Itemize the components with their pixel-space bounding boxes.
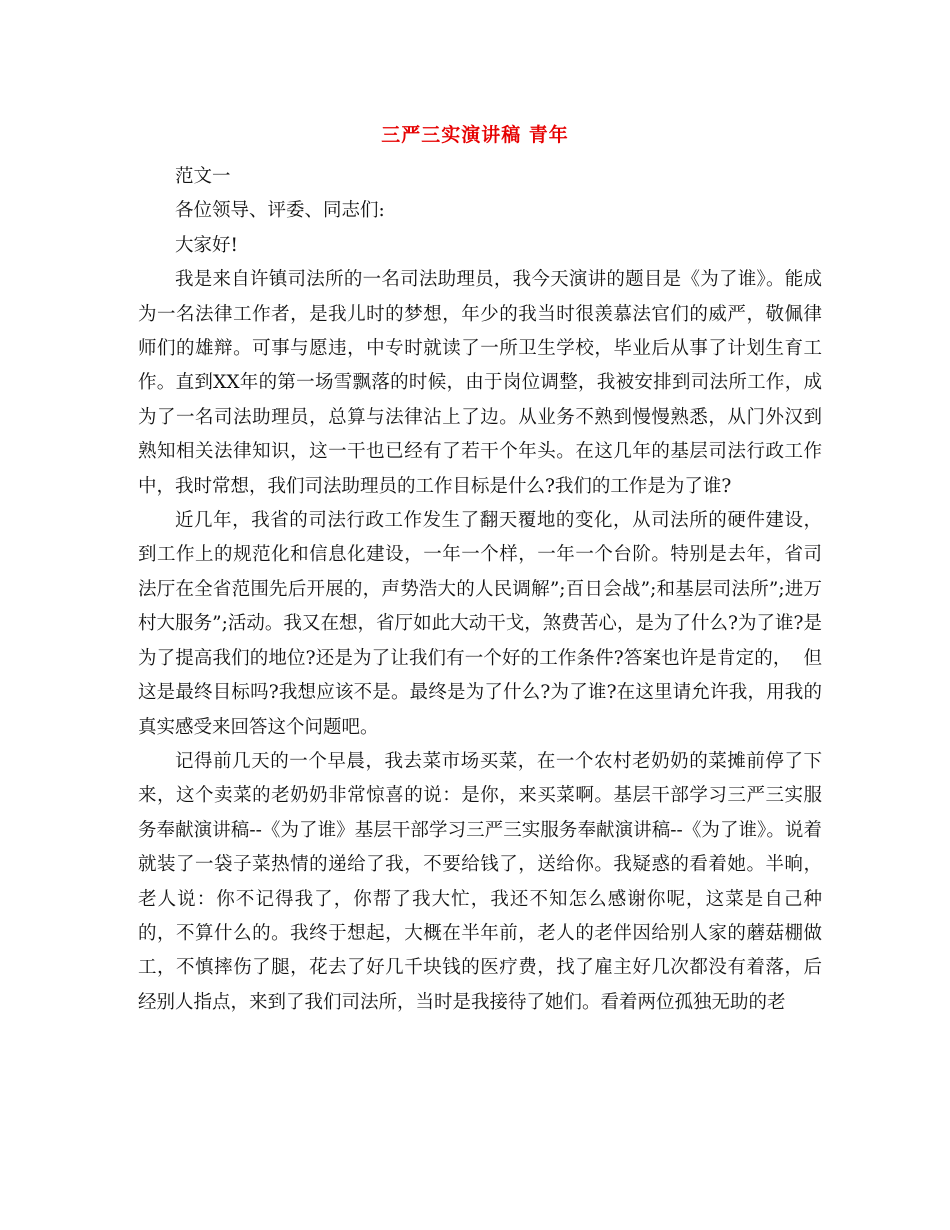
paragraph-recent-changes: 近几年，我省的司法行政工作发生了翻天覆地的变化，从司法所的硬件建设，到工作上的规范化和信息化建设，一年一个样，一年一个台阶。特别是去年，省司法厅在全省范围先后开展的，声势浩大的人民调解”;百日会战”;和基层司法所”;进万村大服务”;活动。我又在想，省厅如此大动干戈，煞费苦心，是为了什么?为了谁?是为了提高我们的地位?还是为了让我们有一个好的工作条件?答案也许是肯定的， 但这是最终目标吗?我想应该不是。最终是为了什么?为了谁?在这里请允许我，用我的真实感受来回答这个问题吧。 <box>138 510 822 738</box>
paragraph-heading-sample: 范文一 <box>175 166 231 187</box>
paragraph-greeting: 大家好! <box>175 234 238 256</box>
document-body <box>138 160 822 1020</box>
paragraph-introduction: 我是来自许镇司法所的一名司法助理员，我今天演讲的题目是《为了谁》。能成为一名法律工作者，是我儿时的梦想，年少的我当时很羡慕法官们的威严，敬佩律师们的雄辩。可事与愿违，中专时就读了一所卫生学校，毕业后从事了计划生育工作。直到XX年的第一场雪飘落的时候，由于岗位调整，我被安排到司法所工作，成为了一名司法助理员，总算与法律沾上了边。从业务不熟到慢慢熟悉，从门外汉到熟知相关法律知识，这一干也已经有了若干个年头。在这几年的基层司法行政工作中，我时常想，我们司法助理员的工作目标是什么?我们的工作是为了谁? <box>138 269 822 497</box>
paragraph-salutation: 各位领导、评委、同志们: <box>175 200 385 222</box>
paragraph-market-story: 记得前几天的一个早晨，我去菜市场买菜，在一个农村老奶奶的菜摊前停了下来，这个卖菜的老奶奶非常惊喜的说：是你，来买菜啊。基层干部学习三严三实服务奉献演讲稿--《为了谁》基层干部学习三严三实服务奉献演讲稿--《为了谁》。说着就装了一袋子菜热情的递给了我，不要给钱了，送给你。我疑惑的看着她。半晌，老人说：你不记得我了，你帮了我大忙，我还不知怎么感谢你呢，这菜是自己种的，不算什么的。我终于想起，大概在半年前，老人的老伴因给别人家的蘑菇棚做工，不慎摔伤了腿，花去了好几千块钱的医疗费，找了雇主好几次都没有着落，后经别人指点，来到了我们司法所，当时是我接待了她们。看着两位孤独无助的老 <box>138 750 822 1013</box>
document-title: 三严三实演讲稿 青年 <box>381 124 569 146</box>
